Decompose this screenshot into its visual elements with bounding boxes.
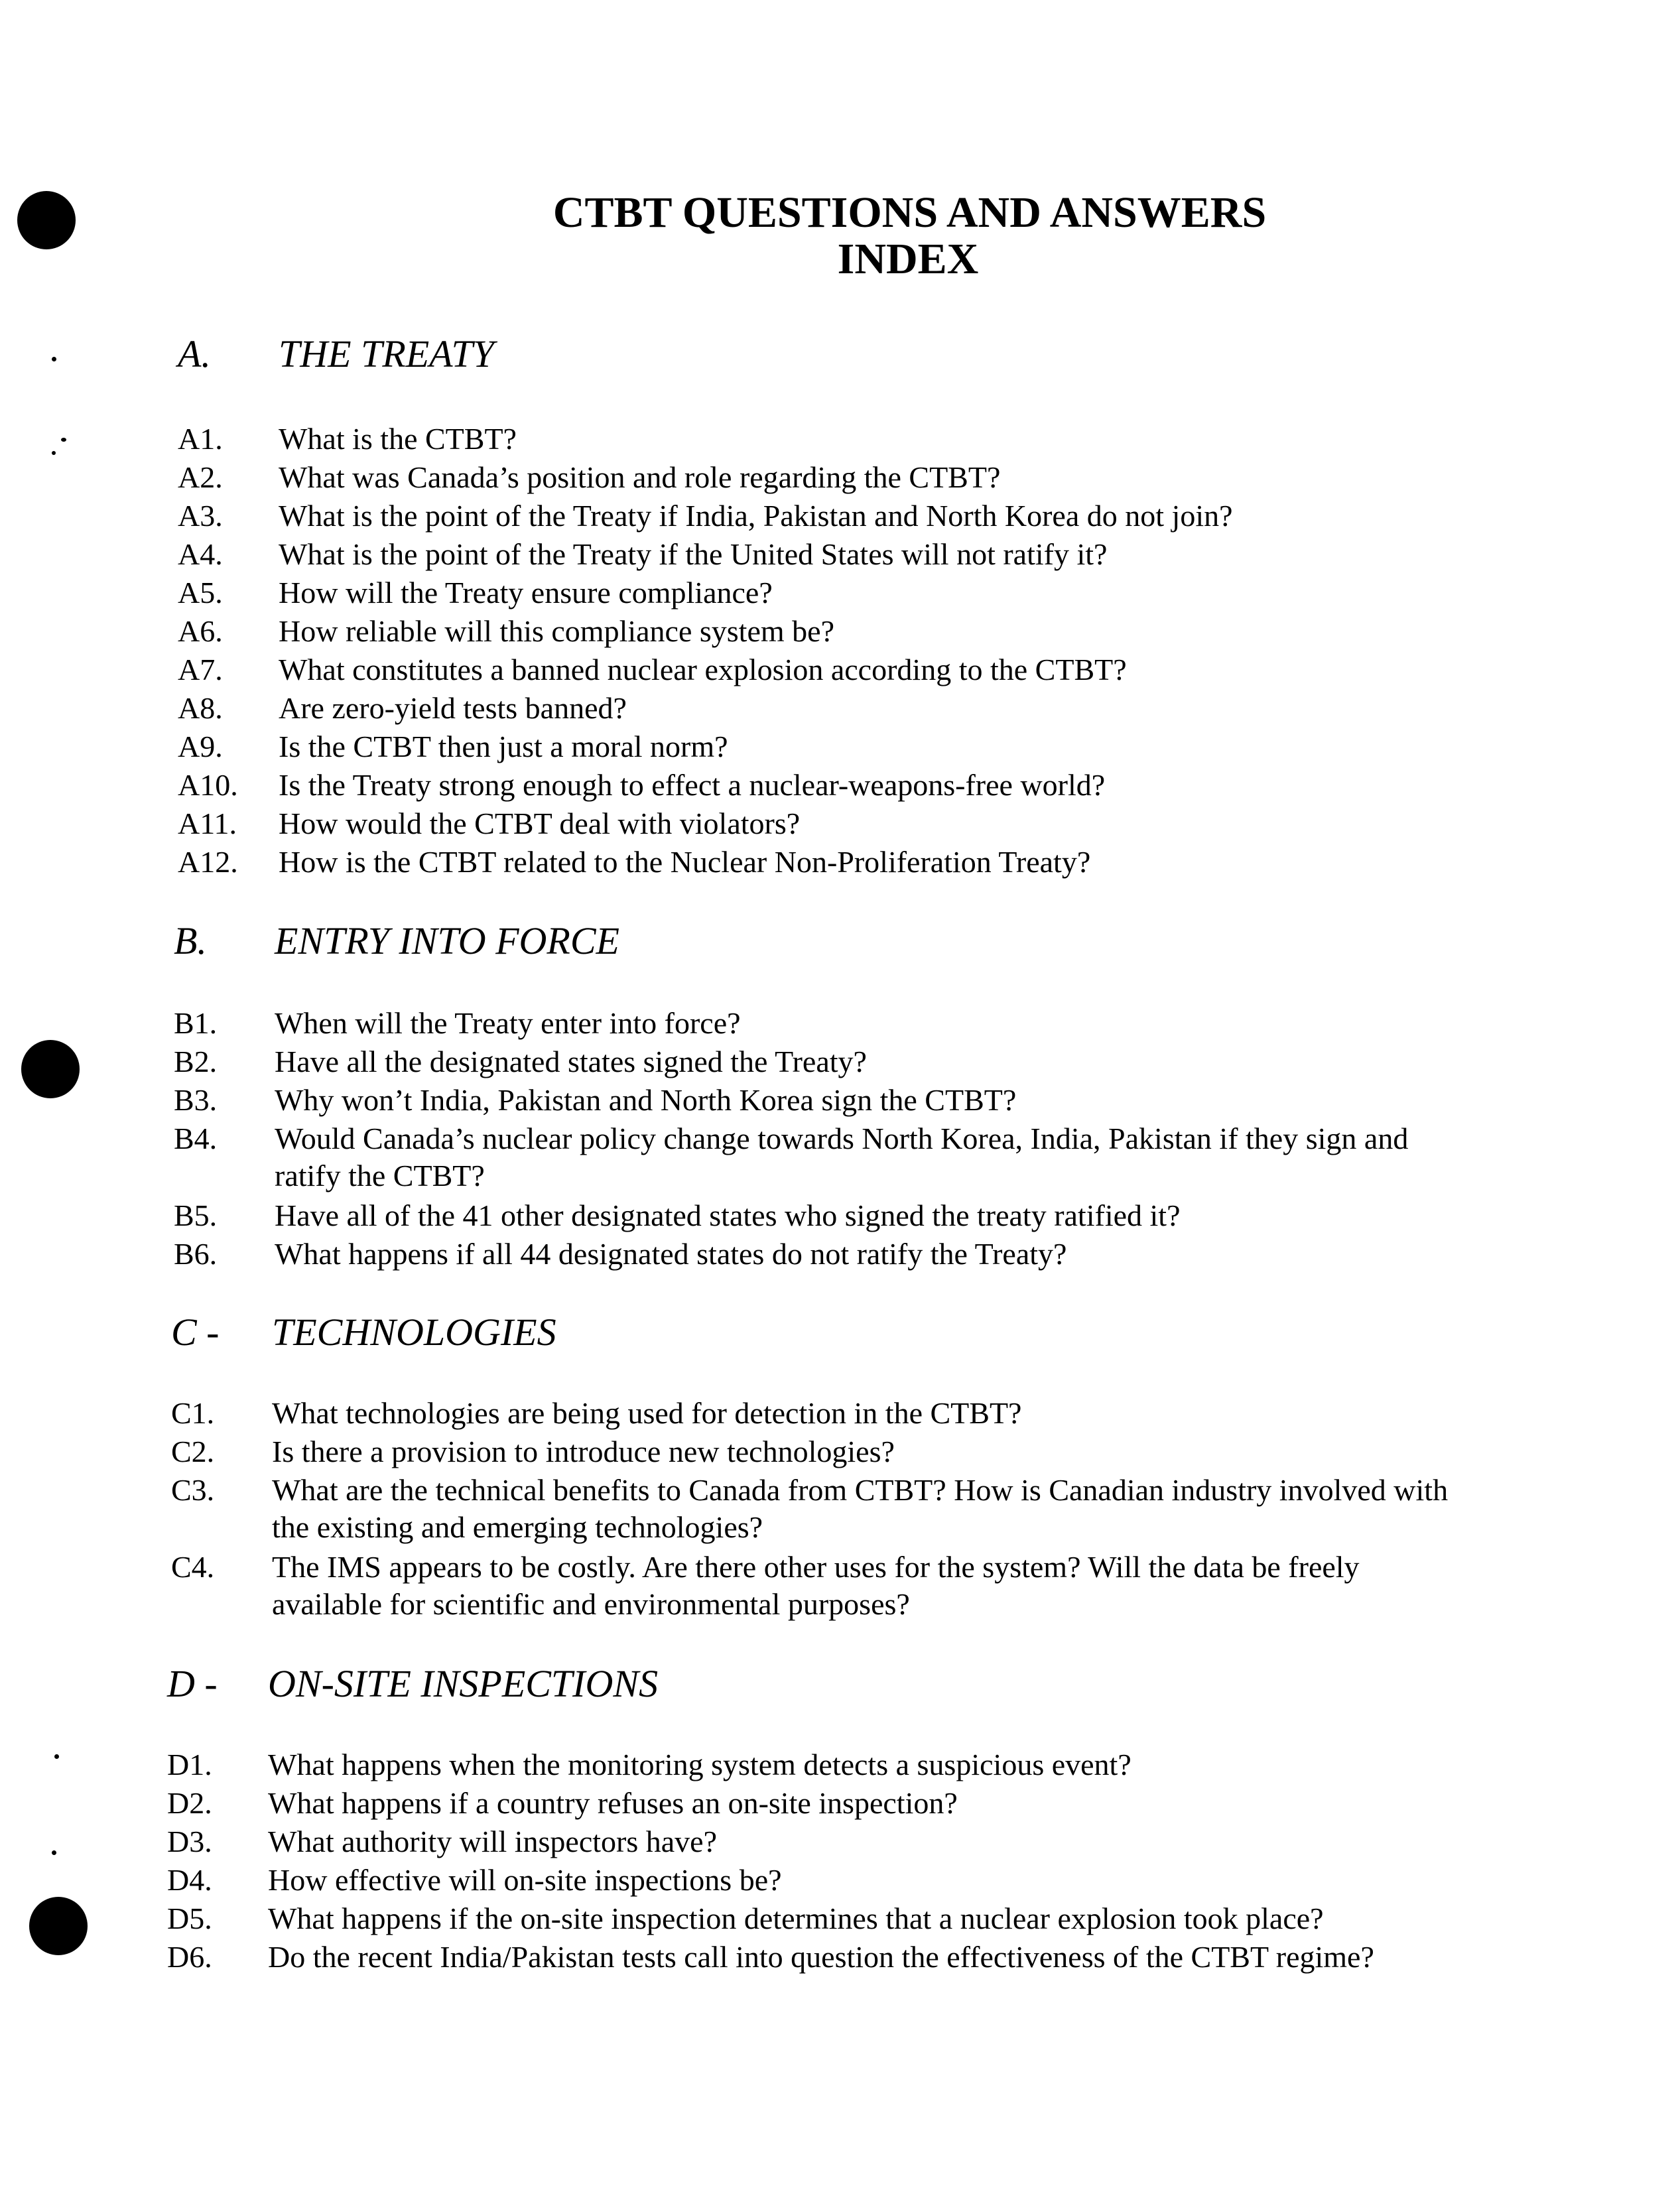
question-number: A3. [178, 499, 223, 533]
binder-hole [21, 1040, 80, 1098]
question-number: A8. [178, 691, 223, 725]
question-number: A1. [178, 422, 223, 456]
scan-speck [52, 357, 56, 361]
question-text: How effective will on-site inspections be? [268, 1863, 782, 1897]
question-number: D6. [167, 1940, 212, 1974]
question-number: A11. [178, 806, 237, 840]
question-text: Why won’t India, Pakistan and North Korea sign the CTBT? [275, 1083, 1017, 1117]
section-name: THE TREATY [279, 332, 494, 375]
question-number: D3. [167, 1825, 212, 1858]
question-number: D5. [167, 1901, 212, 1935]
question-number: A7. [178, 653, 223, 686]
question-number: D2. [167, 1786, 212, 1820]
question-text: How reliable will this compliance system be? [279, 614, 834, 648]
question-text: What constitutes a banned nuclear explosion according to the CTBT? [279, 653, 1127, 686]
scan-speck [52, 451, 56, 455]
question-text: How would the CTBT deal with violators? [279, 806, 801, 840]
question-text: What are the technical benefits to Canada from CTBT? How is Canadian industry involved with the existing and emerging technologies? [272, 1473, 1449, 1544]
section-letter: A. [178, 332, 211, 375]
page-subtitle: INDEX [837, 235, 979, 283]
question-text: What happens when the monitoring system detects a suspicious event? [268, 1748, 1131, 1781]
question-text: What happens if the on-site inspection determines that a nuclear explosion took place? [268, 1901, 1324, 1935]
question-text: What happens if a country refuses an on-site inspection? [268, 1786, 958, 1820]
question-number: B5. [174, 1198, 218, 1232]
question-number: B1. [174, 1006, 218, 1040]
section-name: TECHNOLOGIES [272, 1311, 556, 1354]
question-text: What is the point of the Treaty if the United States will not ratify it? [279, 537, 1108, 571]
question-number: C2. [171, 1435, 215, 1468]
section-letter: B. [174, 919, 207, 962]
question-text: How is the CTBT related to the Nuclear Non-Proliferation Treaty? [279, 845, 1091, 879]
question-number: B6. [174, 1237, 218, 1271]
scan-speck [61, 438, 66, 442]
page-title: CTBT QUESTIONS AND ANSWERS [552, 188, 1267, 237]
question-number: C4. [171, 1550, 215, 1584]
scan-speck [54, 1754, 59, 1759]
binder-hole [29, 1897, 88, 1955]
question-text: How will the Treaty ensure compliance? [279, 576, 773, 610]
section-name: ON-SITE INSPECTIONS [268, 1662, 659, 1705]
section-name: ENTRY INTO FORCE [275, 919, 619, 962]
question-number: A12. [178, 845, 238, 879]
question-number: B4. [174, 1122, 218, 1155]
question-number: A6. [178, 614, 223, 648]
question-text: When will the Treaty enter into force? [275, 1006, 741, 1040]
section-letter: D - [167, 1662, 218, 1705]
question-text: What happens if all 44 designated states do not ratify the Treaty? [275, 1237, 1067, 1271]
question-text: Are zero-yield tests banned? [279, 691, 627, 725]
question-text: The IMS appears to be costly. Are there other uses for the system? Will the data be freely available for scientific and environmental purposes? [272, 1550, 1360, 1621]
question-number: A4. [178, 537, 223, 571]
question-text: Have all the designated states signed the Treaty? [275, 1045, 867, 1078]
question-number: B2. [174, 1045, 218, 1078]
question-text: Is there a provision to introduce new technologies? [272, 1435, 895, 1468]
question-text: Is the CTBT then just a moral norm? [279, 730, 728, 763]
question-number: A2. [178, 460, 223, 494]
question-number: D1. [167, 1748, 212, 1781]
question-text: What technologies are being used for detection in the CTBT? [272, 1396, 1022, 1430]
question-number: B3. [174, 1083, 218, 1117]
question-number: C1. [171, 1396, 215, 1430]
question-number: D4. [167, 1863, 212, 1897]
question-number: A5. [178, 576, 223, 610]
question-text: Do the recent India/Pakistan tests call into question the effectiveness of the CTBT regime? [268, 1940, 1374, 1974]
question-number: C3. [171, 1473, 215, 1507]
question-number: A10. [178, 768, 238, 802]
question-text: Have all of the 41 other designated states who signed the treaty ratified it? [275, 1198, 1181, 1232]
question-text: Would Canada’s nuclear policy change towards North Korea, India, Pakistan if they sign and ratify the CTBT? [275, 1122, 1409, 1192]
question-text: Is the Treaty strong enough to effect a nuclear-weapons-free world? [279, 768, 1106, 802]
question-number: A9. [178, 730, 223, 763]
question-text: What is the CTBT? [279, 422, 517, 456]
question-text: What was Canada’s position and role regarding the CTBT? [279, 460, 1001, 494]
question-text: What is the point of the Treaty if India, Pakistan and North Korea do not join? [279, 499, 1233, 533]
scan-speck [52, 1850, 56, 1855]
question-text: What authority will inspectors have? [268, 1825, 718, 1858]
section-letter: C - [171, 1311, 220, 1354]
